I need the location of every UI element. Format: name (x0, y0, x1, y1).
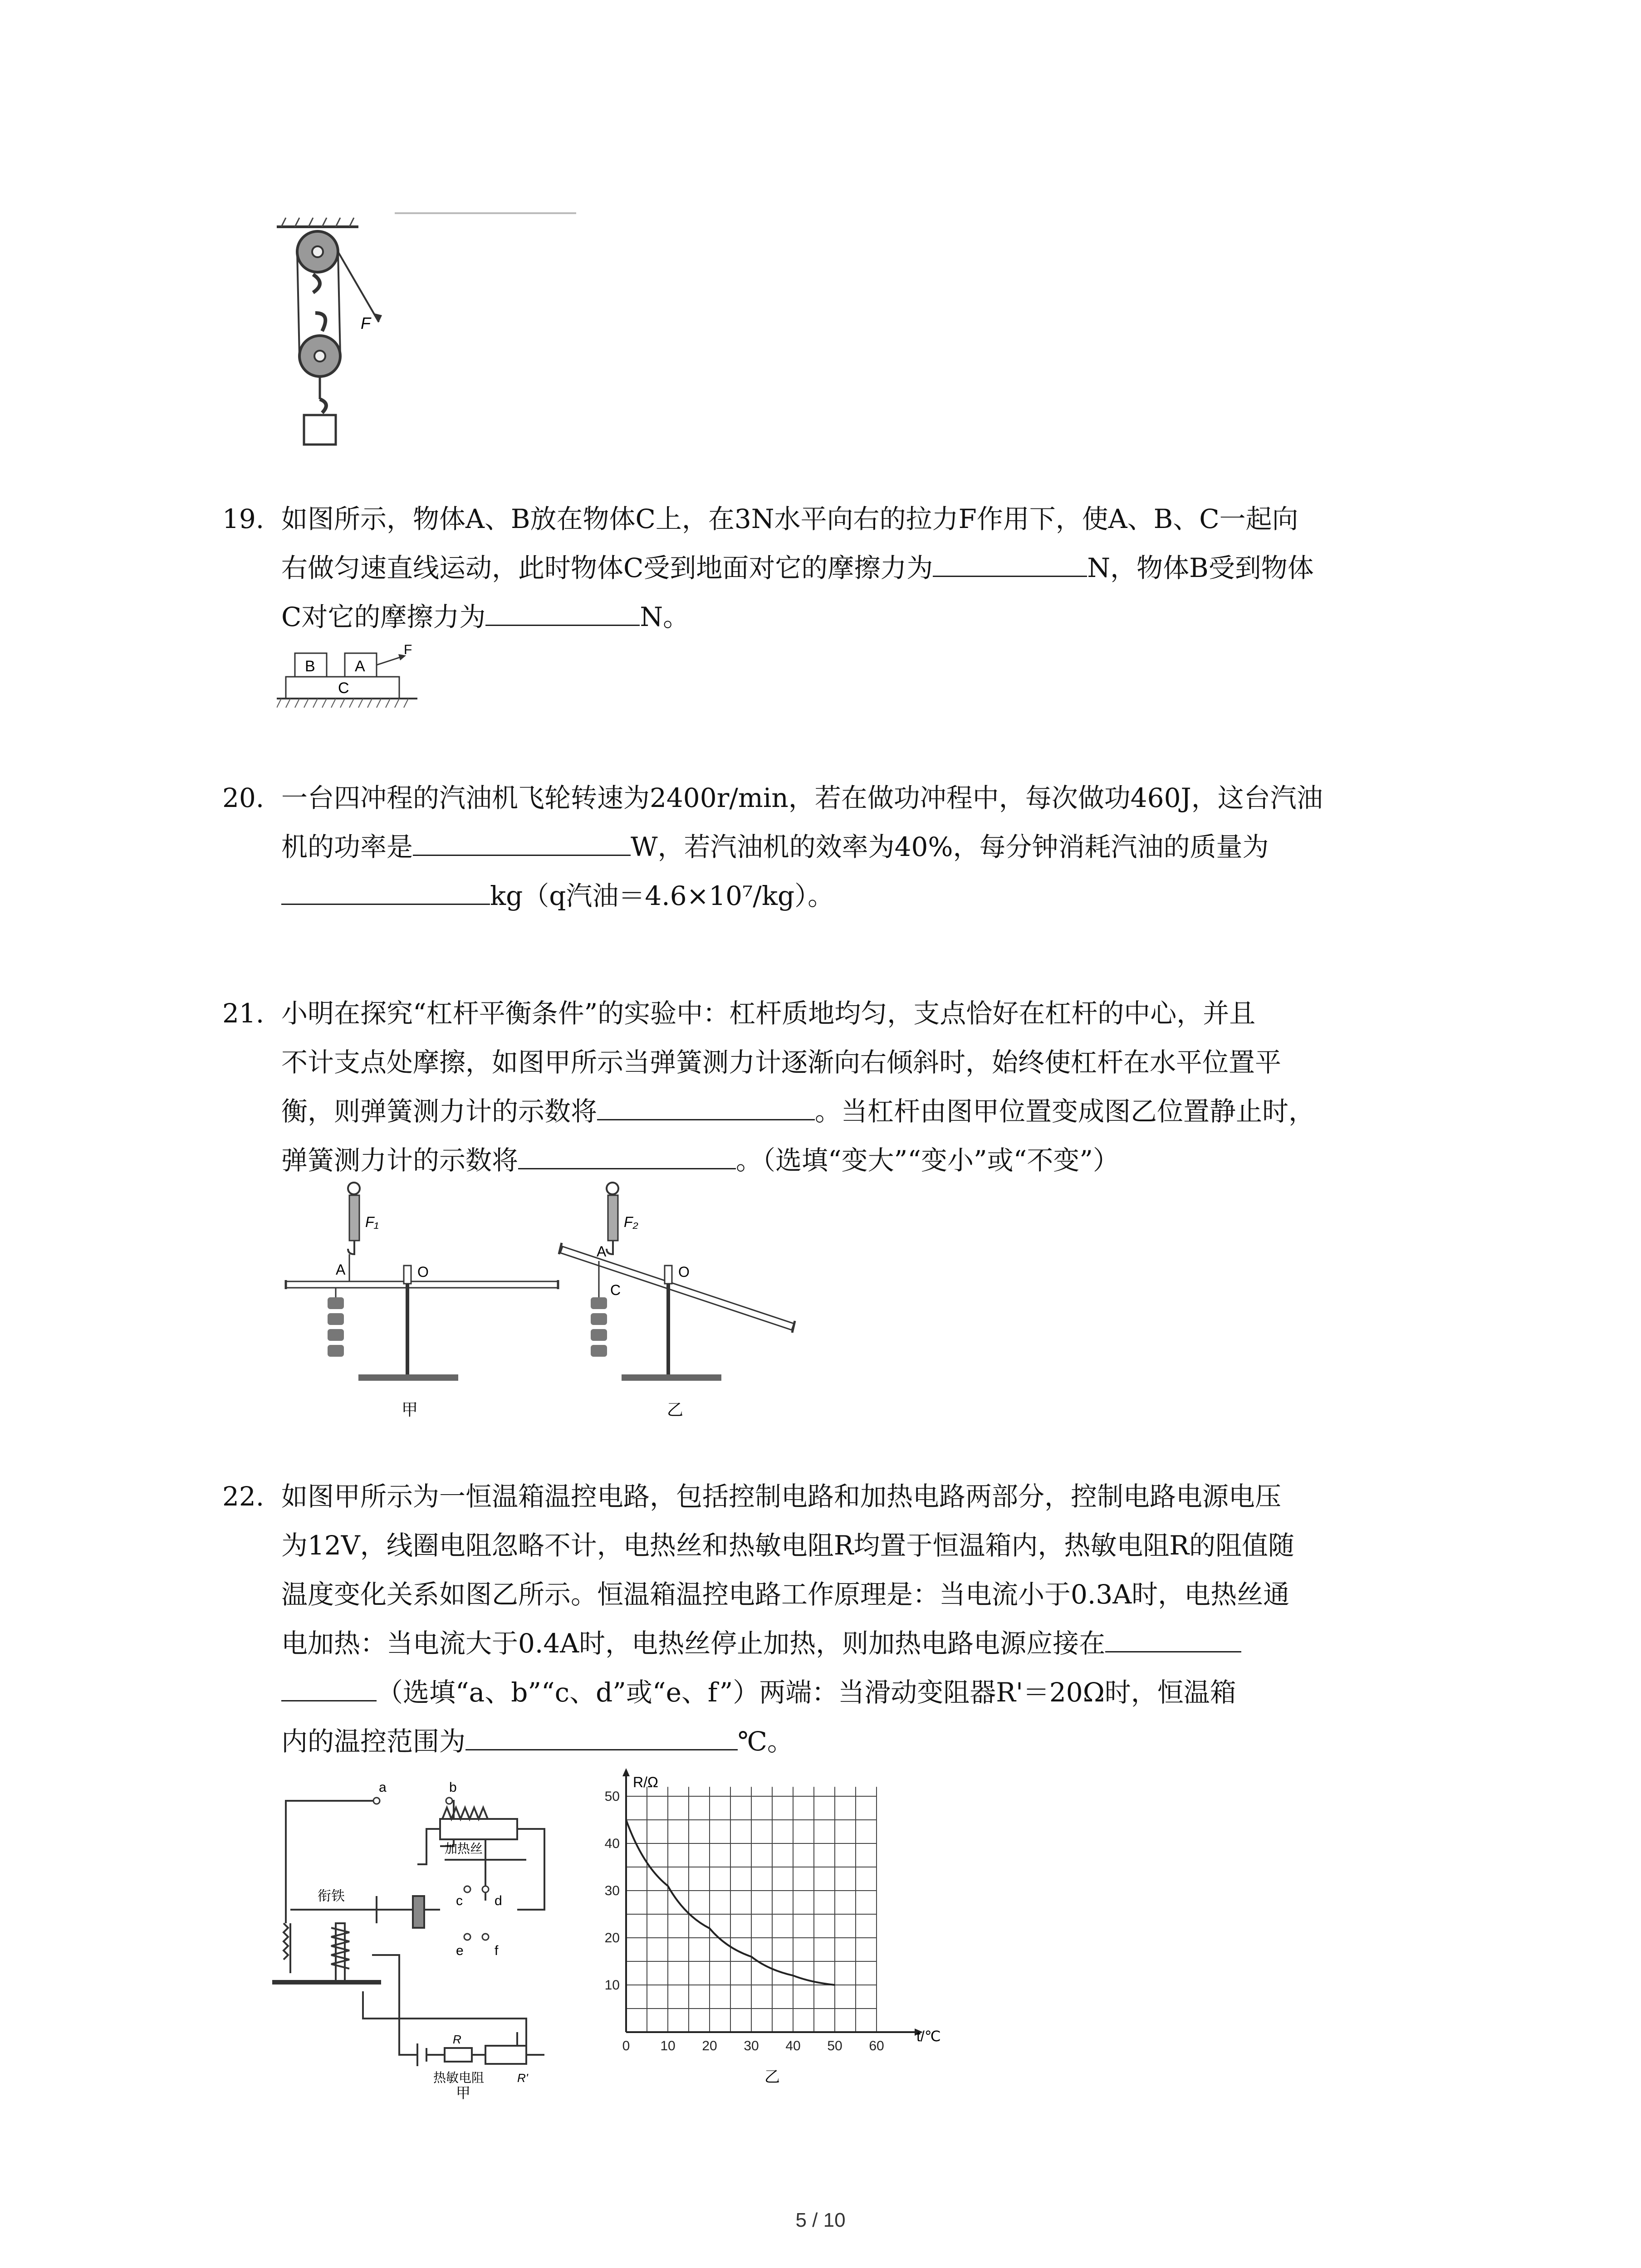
question-text: 如图所示，物体A、B放在物体C上，在3N水平向右的拉力F作用下，使A、B、C一起向 (281, 503, 1298, 534)
blocks-figure (277, 644, 422, 721)
rheostat-label: R' (517, 2071, 528, 2085)
question-text: 一台四冲程的汽油机飞轮转速为2400r/min，若在做功冲程中，每次做功460J，这台汽油 (281, 782, 1323, 813)
block-b-label: B (305, 658, 315, 675)
force-f2-label: F₂ (624, 1214, 638, 1230)
pivot-o-label: O (678, 1264, 690, 1280)
terminal-b-label: b (449, 1780, 457, 1795)
figure-caption: 甲 (456, 2085, 471, 2100)
x-tick-label: 50 (827, 2038, 843, 2053)
x-tick-label: 60 (869, 2038, 884, 2053)
question-text: 弹簧测力计的示数将 (281, 1145, 519, 1176)
thermistor-label: 热敏电阻 (433, 2071, 485, 2085)
page-number: 5 / 10 (795, 2209, 846, 2231)
question-text: 小明在探究“杠杆平衡条件”的实验中：杠杆质地均匀，支点恰好在杠杆的中心，并且 (281, 998, 1256, 1029)
y-tick-label: 40 (604, 1836, 620, 1851)
question-text: kg（q汽油＝4.6×10⁷/kg）。 (490, 880, 834, 911)
y-axis-arrow (622, 1768, 630, 1776)
question-text: （选填“a、b”“c、d”或“e、f”）两端：当滑动变阻器R'＝20Ω时，恒温箱 (377, 1677, 1236, 1708)
resistor-r-label: R (453, 2033, 461, 2046)
question-number: 19. (222, 503, 265, 534)
force-f-label: F (404, 644, 412, 657)
pivot-o-label: O (417, 1264, 429, 1280)
question-text: W，若汽油机的效率为40%，每分钟消耗汽油的质量为 (631, 831, 1269, 862)
terminal-a-label: a (379, 1780, 387, 1795)
block-a-label: A (355, 658, 365, 675)
point-c-label: C (610, 1282, 621, 1298)
answer-blank[interactable] (597, 1094, 815, 1120)
resistance-temperature-chart (590, 1760, 975, 2114)
armature-label: 衔铁 (318, 1889, 345, 1904)
terminal-c-label: c (456, 1893, 463, 1908)
question-text: 。（选填“变大”“变小”或“不变”） (736, 1145, 1119, 1176)
answer-blank[interactable] (413, 829, 631, 856)
heater-label: 加热丝 (445, 1842, 483, 1856)
terminal-f-label: f (495, 1943, 499, 1958)
answer-blank[interactable] (1105, 1626, 1241, 1652)
circuit-figure (272, 1774, 599, 2100)
answer-blank[interactable] (518, 1143, 736, 1169)
question-text: 。当杠杆由图甲位置变成图乙位置静止时， (815, 1096, 1315, 1127)
question-text: N。 (640, 601, 690, 632)
question-text: 机的功率是 (281, 831, 413, 862)
block-c-label: C (338, 679, 349, 697)
answer-blank[interactable] (281, 1675, 377, 1701)
answer-blank[interactable] (933, 550, 1087, 577)
question-text: 不计支点处摩擦，如图甲所示当弹簧测力计逐渐向右倾斜时，始终使杠杆在水平位置平 (281, 1047, 1282, 1078)
answer-blank[interactable] (465, 1724, 738, 1750)
x-tick-label: 30 (744, 2038, 759, 2053)
question-text: C对它的摩擦力为 (281, 601, 486, 632)
lever-figure (277, 1179, 821, 1433)
question-text: N，物体B受到物体 (1087, 552, 1314, 583)
y-tick-label: 30 (604, 1883, 620, 1898)
question-text: 如图甲所示为一恒温箱温控电路，包括控制电路和加热电路两部分，控制电路电源电压 (281, 1481, 1282, 1512)
question-number: 21. (222, 998, 265, 1029)
force-f1-label: F₁ (365, 1214, 379, 1230)
question-text: 右做匀速直线运动，此时物体C受到地面对它的摩擦力为 (281, 552, 933, 583)
x-tick-label: 20 (702, 2038, 717, 2053)
question-text: ℃。 (738, 1726, 794, 1757)
x-axis-label: t/℃ (916, 2028, 941, 2044)
question-text: 电加热：当电流大于0.4A时，电热丝停止加热，则加热电路电源应接在 (281, 1628, 1106, 1659)
pulley-figure (268, 200, 594, 454)
point-a-label: A (336, 1261, 346, 1278)
point-a-label: A (597, 1243, 607, 1260)
terminal-d-label: d (495, 1893, 502, 1908)
x-tick-label: 0 (622, 2038, 630, 2053)
answer-blank[interactable] (281, 878, 490, 905)
figure-caption: 乙 (764, 2068, 780, 2086)
question-number: 22. (222, 1481, 265, 1512)
figure-caption: 乙 (667, 1400, 684, 1419)
question-text: 内的温控范围为 (281, 1726, 466, 1757)
force-f-label: F (361, 314, 371, 332)
question-text: 温度变化关系如图乙所示。恒温箱温控电路工作原理是：当电流小于0.3A时，电热丝通 (281, 1579, 1290, 1610)
chart-grid (626, 1787, 877, 2032)
y-tick-label: 50 (604, 1789, 620, 1804)
answer-blank[interactable] (485, 599, 640, 626)
terminal-e-label: e (456, 1943, 464, 1958)
x-tick-label: 10 (660, 2038, 676, 2053)
question-text: 衡，则弹簧测力计的示数将 (281, 1096, 598, 1127)
figure-caption: 甲 (402, 1400, 418, 1419)
y-tick-label: 10 (604, 1978, 620, 1993)
y-tick-label: 20 (604, 1931, 620, 1945)
y-axis-label: R/Ω (633, 1774, 658, 1790)
question-text: 为12V，线圈电阻忽略不计，电热丝和热敏电阻R均置于恒温箱内，热敏电阻R的阻值随 (281, 1530, 1295, 1561)
question-number: 20. (222, 782, 265, 813)
x-tick-label: 40 (785, 2038, 801, 2053)
